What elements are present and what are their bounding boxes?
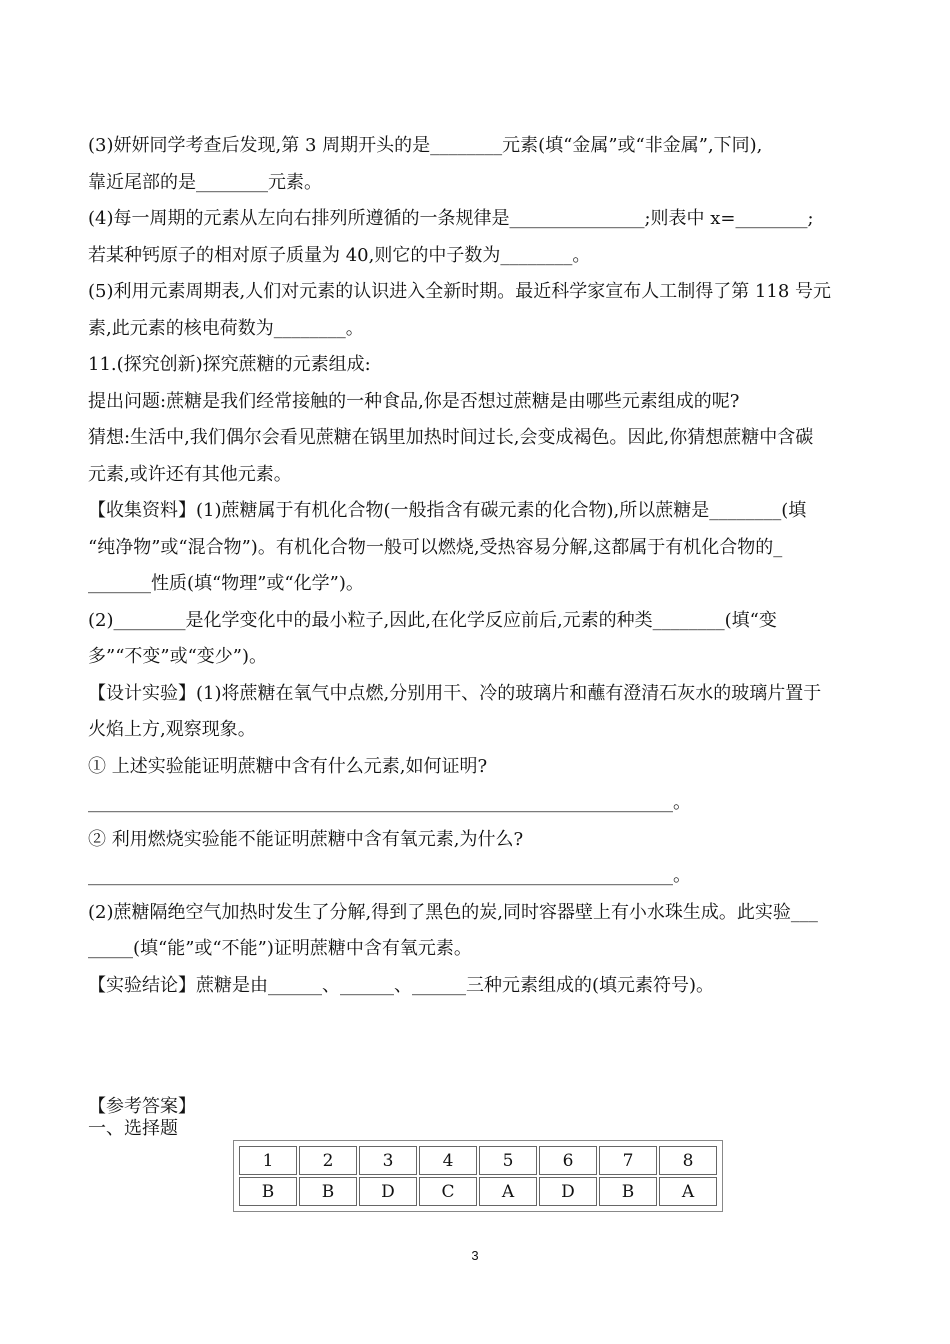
table-cell: A xyxy=(479,1177,537,1206)
page-number: 3 xyxy=(471,1248,479,1263)
text-line: (4)每一周期的元素从左向右排列所遵循的一条规律是_______________;则表中 x=________; xyxy=(88,208,814,229)
text-line: 多”“不变”或“变少”)。 xyxy=(88,646,268,667)
table-cell: C xyxy=(419,1177,477,1206)
question-11-title: 11.(探究创新)探究蔗糖的元素组成: xyxy=(88,354,371,375)
table-cell: A xyxy=(659,1177,717,1206)
text-line: 若某种钙原子的相对原子质量为 40,则它的中子数为________。 xyxy=(88,244,591,266)
text-line: (2)蔗糖隔绝空气加热时发生了分解,得到了黑色的炭,同时容器壁上有小水珠生成。此实验___ xyxy=(88,901,818,923)
table-cell: 8 xyxy=(659,1146,717,1175)
text-line: 靠近尾部的是________元素。 xyxy=(88,171,322,193)
text-line: 火焰上方,观察现象。 xyxy=(88,719,256,740)
answers-heading: 【参考答案】 xyxy=(88,1096,196,1117)
text-line: 提出问题:蔗糖是我们经常接触的一种食品,你是否想过蔗糖是由哪些元素组成的呢? xyxy=(88,390,740,412)
table-cell: D xyxy=(539,1177,597,1206)
text-line: 素,此元素的核电荷数为________。 xyxy=(88,317,364,339)
table-cell: B xyxy=(599,1177,657,1206)
text-line: 【实验结论】蔗糖是由______、______、______三种元素组成的(填元素符号)。 xyxy=(88,974,715,996)
text-line: _____(填“能”或“不能”)证明蔗糖中含有氧元素。 xyxy=(88,938,472,959)
answer-table xyxy=(233,1140,723,1212)
text-line: (2)________是化学变化中的最小粒子,因此,在化学反应前后,元素的种类________(填“变 xyxy=(88,609,777,631)
table-cell: 2 xyxy=(299,1146,357,1175)
text-line: ① 上述实验能证明蔗糖中含有什么元素,如何证明? xyxy=(88,755,488,777)
table-cell: 1 xyxy=(239,1146,297,1175)
table-row-numbers xyxy=(239,1146,717,1175)
text-line: 元素,或许还有其他元素。 xyxy=(88,463,292,485)
text-line: “纯净物”或“混合物”)。有机化合物一般可以燃烧,受热容易分解,这都属于有机化合物的_ xyxy=(88,536,783,558)
text-line: 猜想:生活中,我们偶尔会看见蔗糖在锅里加热时间过长,会变成褐色。因此,你猜想蔗糖中含碳 xyxy=(88,427,814,448)
question-text xyxy=(88,128,878,1004)
table-cell: D xyxy=(359,1177,417,1206)
table-row-choices xyxy=(239,1177,717,1206)
table-cell: 3 xyxy=(359,1146,417,1175)
text-line: (5)利用元素周期表,人们对元素的认识进入全新时期。最近科学家宣布人工制得了第 118 号元 xyxy=(88,281,832,302)
answer-blank-line: _________________________________________________________________。 xyxy=(88,865,691,886)
answer-blank-line: _________________________________________________________________。 xyxy=(88,792,691,813)
text-line: 【收集资料】(1)蔗糖属于有机化合物(一般指含有碳元素的化合物),所以蔗糖是________(填 xyxy=(88,500,807,521)
table-cell: 5 xyxy=(479,1146,537,1175)
table-cell: B xyxy=(299,1177,357,1206)
text-line: _______性质(填“物理”或“化学”)。 xyxy=(88,573,364,594)
answers-section-title: 一、选择题 xyxy=(88,1118,178,1139)
text-line: 【设计实验】(1)将蔗糖在氧气中点燃,分别用干、冷的玻璃片和蘸有澄清石灰水的玻璃片置于 xyxy=(88,682,822,704)
table-cell: 6 xyxy=(539,1146,597,1175)
reference-answers xyxy=(88,1096,878,1140)
table-cell: 4 xyxy=(419,1146,477,1175)
text-line: (3)妍妍同学考查后发现,第 3 周期开头的是________元素(填“金属”或“非金属”,下同), xyxy=(88,135,763,156)
text-line: ② 利用燃烧实验能不能证明蔗糖中含有氧元素,为什么? xyxy=(88,828,524,850)
table-cell: 7 xyxy=(599,1146,657,1175)
table-cell: B xyxy=(239,1177,297,1206)
